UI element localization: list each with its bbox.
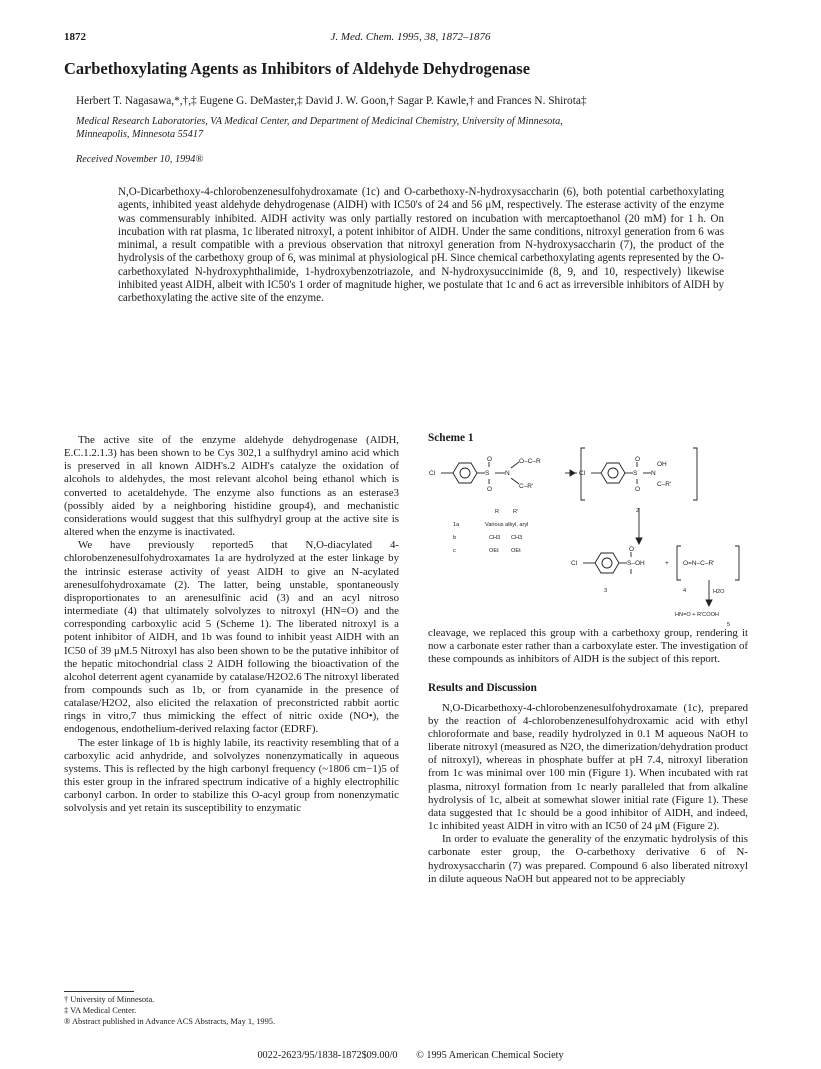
footnotes bbox=[64, 995, 404, 1027]
svg-text:O: O bbox=[635, 486, 641, 493]
footnote-rule bbox=[64, 991, 134, 992]
body-paragraph: cleavage, we replaced this group with a carbethoxy group, rendering it now a carbonate ester rather than a carboxylate ester. The investigation of these compounds as inhibitors of AlDH is the subject of this report. bbox=[428, 627, 748, 666]
compound-5-label: 5 bbox=[727, 622, 731, 628]
scheme-row-r: OEt bbox=[489, 548, 499, 554]
scheme-1-diagram bbox=[425, 440, 755, 628]
scheme-row-label: 1a bbox=[453, 522, 460, 528]
svg-text:Cl: Cl bbox=[429, 470, 436, 477]
right-column bbox=[428, 627, 748, 886]
svg-text:O: O bbox=[487, 456, 493, 463]
svg-text:O: O bbox=[487, 486, 493, 493]
footnote: † University of Minnesota. bbox=[64, 995, 155, 1004]
svg-text:N: N bbox=[651, 470, 656, 477]
footnote: ‡ VA Medical Center. bbox=[64, 1005, 137, 1015]
svg-text:O–C–R: O–C–R bbox=[519, 458, 541, 465]
left-column bbox=[64, 434, 399, 816]
svg-text:N: N bbox=[505, 470, 510, 477]
benzene-ring-2 bbox=[601, 463, 625, 483]
section-heading: Results and Discussion bbox=[428, 682, 537, 695]
svg-text:S: S bbox=[485, 470, 490, 477]
svg-text:Cl: Cl bbox=[579, 470, 586, 477]
article-code: 0022-2623/95/1838-1872$09.00/0 bbox=[257, 1050, 398, 1061]
svg-text:C–R': C–R' bbox=[519, 483, 534, 490]
copyright: © 1995 American Chemical Society bbox=[416, 1050, 564, 1061]
scheme-header-r: R bbox=[495, 509, 500, 515]
scheme-row-label: c bbox=[453, 548, 456, 554]
body-paragraph: The ester linkage of 1b is highly labile, its reactivity resembling that of a carboxylic acid anhydride, and solvolyzes nonenzymatically in aqueous systems. This is reflected by the high carbonyl frequency (~1806 cm−1)5 of this ester group in the infrared spectrum indicative of a highly electrophilic carbonyl carbon. In order to stabilize this O-acyl group from nonenzymatic solvolysis and yet retain its susceptibility to enzymatic bbox=[64, 736, 399, 815]
scheme-row-rprime: CH3 bbox=[511, 535, 523, 541]
svg-text:OH: OH bbox=[657, 461, 667, 468]
page-number: 1872 bbox=[64, 31, 86, 43]
body-paragraph: In order to evaluate the generality of the enzymatic hydrolysis of this carbonate ester group, the O-carbethoxy derivative 6 of N-hydroxysaccharin (7) was prepared. Compound 6 also liberated nitroxyl in dilute aqueous NaOH but appeared not to be appreciably bbox=[428, 833, 748, 885]
svg-text:S–OH: S–OH bbox=[627, 560, 645, 567]
received-date: Received November 10, 1994® bbox=[76, 154, 204, 165]
affiliation bbox=[76, 116, 756, 141]
scheme-row-r: Various alkyl, aryl bbox=[485, 522, 529, 528]
page-footer bbox=[0, 1050, 821, 1061]
journal-citation: J. Med. Chem. 1995, 38, 1872–1876 bbox=[330, 31, 491, 43]
article-title: Carbethoxylating Agents as Inhibitors of Aldehyde Dehydrogenase bbox=[64, 59, 530, 78]
compound-3-label: 3 bbox=[604, 588, 608, 594]
author-list: Herbert T. Nagasawa,*,†,‡ Eugene G. DeMaster,‡ David J. W. Goon,† Sagar P. Kawle,† and Frances N. Shirota‡ bbox=[76, 95, 587, 107]
scheme-header-rprime: R' bbox=[513, 509, 519, 515]
abstract: N,O-Dicarbethoxy-4-chlorobenzenesulfohydroxamate (1c) and O-carbethoxy-N-hydroxysaccharin (6), both potential carbethoxylating agents, inhibited yeast aldehyde dehydrogenase (AlDH) with IC50's of 24 and 56 μM, respectively. The esterase activity of the enzyme was commensurably inhibited. AlDH activity was only partially restored on incubation with mercaptoethanol (20 mM) for 1 h. On incubation with rat plasma, 1c liberated nitroxyl, a potent inhibitor of AlDH. Under the same conditions, nitroxyl generation from 6 was minimal, a result compatible with a previous observation that nitroxyl generation from N-hydroxysaccharin (7), the product of the hydrolysis of the carbethoxy group of 6, was minimal at physiological pH. Since chemical carbethoxylating agents represented by the O-carbethoxylated N-hydroxyphthalimide, 1-hydroxybenzotriazole, and N-hydroxysuccinimide (8, 9, and 10, respectively) likewise inhibited yeast AlDH, albeit with IC50's 1 order of magnitude higher, we postulate that 1c and 6 act as irreversible inhibitors of AlDH by carbethoxylating the active site of the enzyme. bbox=[118, 186, 724, 305]
compound-4-label: 4 bbox=[683, 588, 687, 594]
affiliation-line-1: Medical Research Laboratories, VA Medical Center, and Department of Medicinal Chemistry, University of Minnesota, bbox=[76, 116, 563, 127]
products-label: HN=O + R'COOH bbox=[675, 612, 719, 618]
water-label: H2O bbox=[713, 589, 725, 595]
svg-text:S: S bbox=[633, 470, 638, 477]
body-paragraph: The active site of the enzyme aldehyde dehydrogenase (AlDH, E.C.1.2.1.3) has been shown to be Cys 302,1 a sulfhydryl amino acid which is preserved in all known AlDH's.2 AlDH's catalyze the oxidation of alcohols to aldehydes, the most relevant alcohol being ethanol which is converted to acetaldehyde. The enzyme also functions as an esterase3 (possibly aided by a neighboring histidine group4), and mechanistic considerations would suggest that this sulfhydryl group at the active site is altered when the enzyme is inactivated. bbox=[64, 434, 399, 539]
compound-2-label: 2 bbox=[636, 508, 640, 514]
svg-text:O: O bbox=[629, 546, 635, 553]
scheme-row-label: b bbox=[453, 535, 457, 541]
footnote: ® Abstract published in Advance ACS Abstracts, May 1, 1995. bbox=[64, 1016, 276, 1026]
benzene-ring-3 bbox=[595, 553, 619, 573]
affiliation-line-2: Minneapolis, Minnesota 55417 bbox=[76, 128, 204, 140]
svg-text:O=N–C–R': O=N–C–R' bbox=[683, 560, 715, 567]
benzene-ring-1 bbox=[453, 463, 477, 483]
scheme-title: Scheme 1 bbox=[428, 432, 474, 444]
scheme-row-r: CH3 bbox=[489, 535, 501, 541]
body-paragraph: N,O-Dicarbethoxy-4-chlorobenzenesulfohydroxamate (1c), prepared by the reaction of 4-chlorobenzenesulfohydroxamic acid with ethyl chloroformate and base, readily hydrolyzed in 0.1 M aqueous NaOH to liberate nitroxyl (measured as N2O, the dimerization/dehydration product of nitroxyl), whereas in phosphate buffer at pH 7.4, nitroxyl liberation from 1c was minimal over 100 min (Figure 1). When incubated with rat plasma, nitroxyl formation from 1c nearly paralleled that from alkaline hydrolysis of 1c, albeit at somewhat slower initial rate (Figure 1). These data suggested that 1c should be a good inhibitor of AlDH, and indeed, 1c inhibited yeast AlDH in vitro with an IC50 of 24 μM (Figure 2). bbox=[428, 701, 748, 833]
svg-text:C–R': C–R' bbox=[657, 481, 672, 488]
svg-text:Cl: Cl bbox=[571, 560, 578, 567]
scheme-row-rprime: OEt bbox=[511, 548, 521, 554]
svg-text:O: O bbox=[635, 456, 641, 463]
body-paragraph: We have previously reported5 that N,O-diacylated 4-chlorobenzenesulfohydroxamates 1a are hydrolyzed at the ester linkage by the intrinsic esterase activity of yeast AlDH to give an N-acylated arenesulfohydroxamate (2). The latter, being unstable, spontaneously disproportionates to an arenesulfinic acid (3) and an acyl nitroso intermediate (4) that ultimately solvolyzes to nitroxyl (HN=O) and the corresponding carboxylic acid 5 (Scheme 1). The liberated nitroxyl is a potent inhibitor of AlDH, and 1b was found to inhibit yeast AlDH with an IC50 of 39 μM.5 Nitroxyl has also been shown to be the putative inhibitor of the hepatic mitochondrial class 2 AlDH following the bioactivation of the alcohol deterrent agent cyanamide by catalase/H2O2.6 The nitroxyl liberated from compounds such as 1b, or from cyanamide in the presence of catalase/H2O2, also elicited the relaxation of preconstricted rabbit aortic rings in vitro,7 thus mimicking the effect of nitric oxide (NO•), the endogenous, endothelium-derived relaxing factor (EDRF). bbox=[64, 539, 399, 736]
svg-text:+: + bbox=[665, 560, 669, 567]
